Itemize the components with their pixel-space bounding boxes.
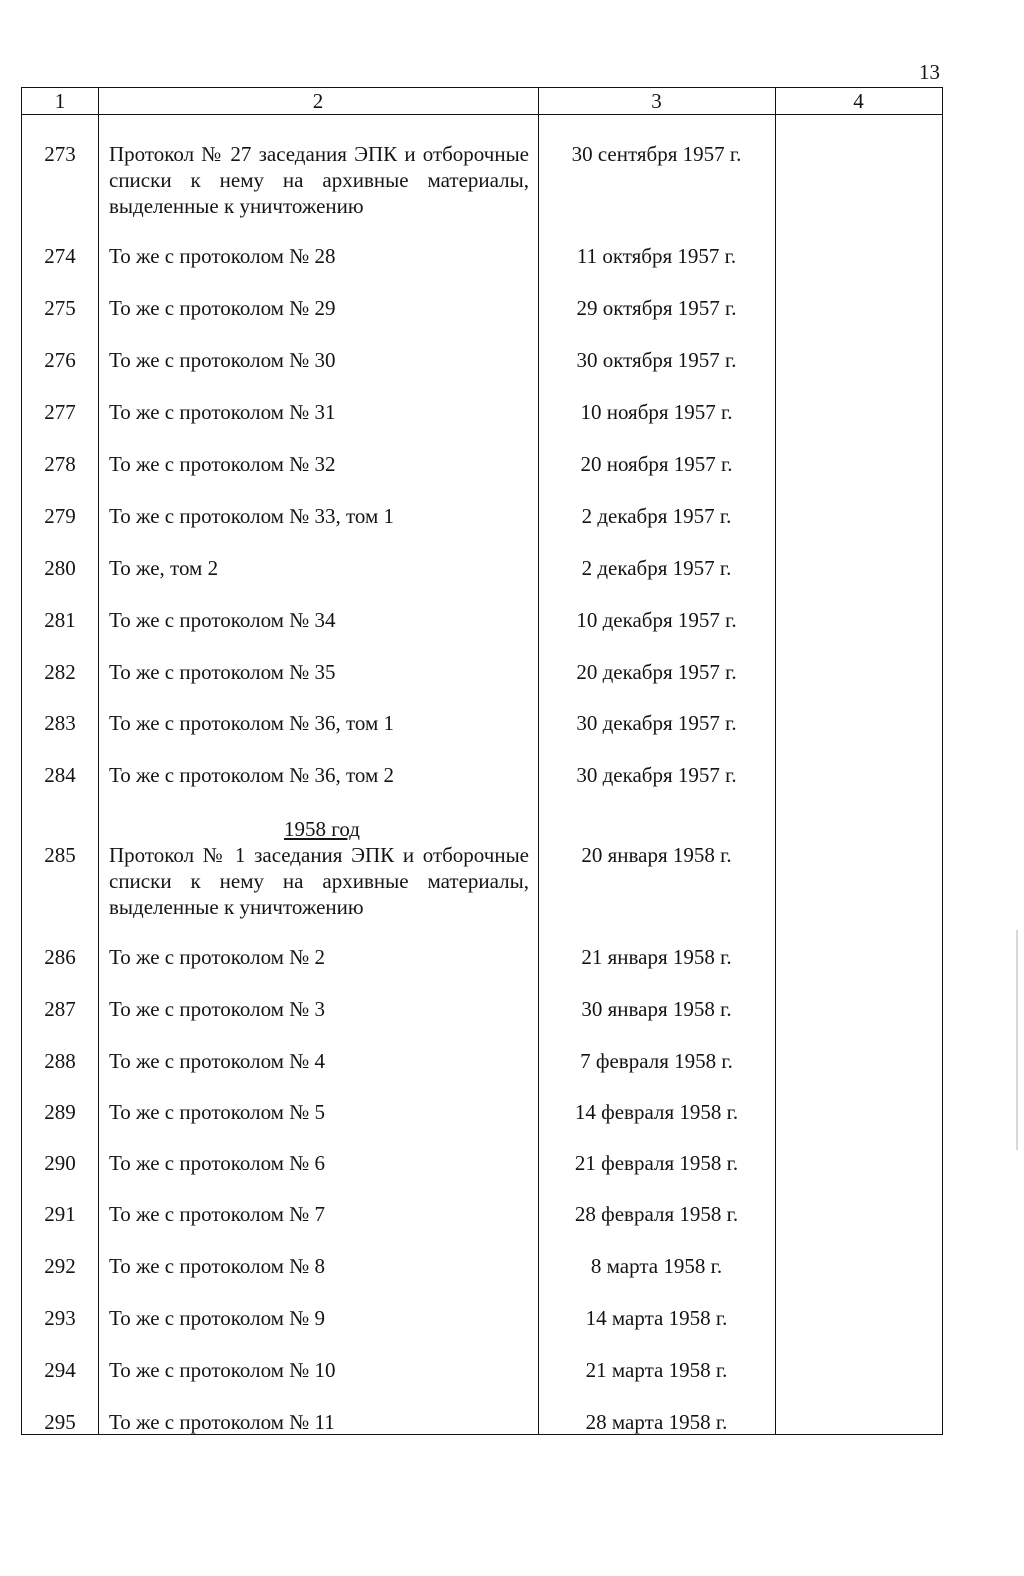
row-date: 10 декабря 1957 г. <box>576 608 737 632</box>
row-date: 30 декабря 1957 г. <box>576 763 737 787</box>
row-number: 289 <box>44 1100 76 1124</box>
row-date: 7 февраля 1958 г. <box>580 1049 733 1073</box>
row-title: То же с протоколом № 35 <box>109 660 336 684</box>
row-title: То же с протоколом № 29 <box>109 296 336 320</box>
row-number: 293 <box>44 1306 76 1330</box>
row-title: То же с протоколом № 6 <box>109 1151 325 1175</box>
year-heading: 1958 год <box>284 817 360 841</box>
row-number: 275 <box>44 296 76 320</box>
row-date: 8 марта 1958 г. <box>590 1254 723 1278</box>
row-date: 30 сентября 1957 г. <box>571 142 742 166</box>
row-date: 2 декабря 1957 г. <box>581 556 732 580</box>
row-number: 281 <box>44 608 76 632</box>
row-number: 274 <box>44 244 76 268</box>
row-number: 295 <box>44 1410 76 1434</box>
row-date: 21 января 1958 г. <box>581 945 732 969</box>
row-number: 276 <box>44 348 76 372</box>
header-col-1: 1 <box>54 89 66 113</box>
row-date: 14 марта 1958 г. <box>585 1306 728 1330</box>
row-title: То же с протоколом № 9 <box>109 1306 325 1330</box>
row-number: 290 <box>44 1151 76 1175</box>
row-number: 286 <box>44 945 76 969</box>
row-number: 280 <box>44 556 76 580</box>
row-date: 2 декабря 1957 г. <box>581 504 732 528</box>
row-date: 20 ноября 1957 г. <box>580 452 733 476</box>
row-date: 10 ноября 1957 г. <box>580 400 733 424</box>
row-date: 30 декабря 1957 г. <box>576 711 737 735</box>
column-divider <box>98 88 99 1434</box>
row-number: 273 <box>44 142 76 166</box>
header-col-2: 2 <box>312 89 324 113</box>
row-title: То же с протоколом № 30 <box>109 348 336 372</box>
row-title: То же с протоколом № 32 <box>109 452 336 476</box>
row-date: 28 марта 1958 г. <box>585 1410 728 1434</box>
page-number: 13 <box>919 60 940 84</box>
row-title: То же, том 2 <box>109 556 219 580</box>
row-date: 30 января 1958 г. <box>581 997 732 1021</box>
row-title: То же с протоколом № 10 <box>109 1358 336 1382</box>
row-title: То же с протоколом № 31 <box>109 400 336 424</box>
row-title: То же с протоколом № 2 <box>109 945 325 969</box>
row-number: 292 <box>44 1254 76 1278</box>
row-number: 284 <box>44 763 76 787</box>
row-date: 21 марта 1958 г. <box>585 1358 728 1382</box>
row-title: То же с протоколом № 3 <box>109 997 325 1021</box>
header-col-3: 3 <box>651 89 662 113</box>
row-title: То же с протоколом № 7 <box>109 1202 325 1226</box>
row-date: 14 февраля 1958 г. <box>574 1100 739 1124</box>
column-divider <box>775 88 776 1434</box>
row-title: Протокол № 27 заседания ЭПК и отборочные списки к нему на архивные материалы, выделенные к уничтожению <box>109 142 529 218</box>
row-date: 28 февраля 1958 г. <box>574 1202 739 1226</box>
row-title: То же с протоколом № 4 <box>109 1049 325 1073</box>
row-date: 30 октября 1957 г. <box>576 348 737 372</box>
row-title: То же с протоколом № 36, том 1 <box>109 711 395 735</box>
row-title: То же с протоколом № 5 <box>109 1100 325 1124</box>
row-date: 11 октября 1957 г. <box>576 244 737 268</box>
row-number: 279 <box>44 504 76 528</box>
header-col-4: 4 <box>853 89 864 113</box>
row-number: 282 <box>44 660 76 684</box>
row-number: 288 <box>44 1049 76 1073</box>
row-number: 285 <box>44 843 76 867</box>
row-number: 294 <box>44 1358 76 1382</box>
scan-edge-mark <box>1016 930 1018 1150</box>
row-number: 278 <box>44 452 76 476</box>
row-title: То же с протоколом № 36, том 2 <box>109 763 395 787</box>
row-number: 277 <box>44 400 76 424</box>
row-title: То же с протоколом № 28 <box>109 244 336 268</box>
row-title: То же с протоколом № 34 <box>109 608 336 632</box>
row-title: То же с протоколом № 11 <box>109 1410 335 1434</box>
row-title: То же с протоколом № 8 <box>109 1254 325 1278</box>
row-date: 21 февраля 1958 г. <box>574 1151 739 1175</box>
row-date: 20 января 1958 г. <box>581 843 732 867</box>
inventory-table <box>21 87 943 1435</box>
row-number: 291 <box>44 1202 76 1226</box>
row-number: 283 <box>44 711 76 735</box>
row-number: 287 <box>44 997 76 1021</box>
table-header <box>22 88 942 115</box>
row-title: Протокол № 1 заседания ЭПК и отборочные списки к нему на архивные материалы, выделенные к уничтожению <box>109 843 529 919</box>
row-title: То же с протоколом № 33, том 1 <box>109 504 395 528</box>
row-date: 29 октября 1957 г. <box>576 296 737 320</box>
row-date: 20 декабря 1957 г. <box>576 660 737 684</box>
column-divider <box>538 88 539 1434</box>
